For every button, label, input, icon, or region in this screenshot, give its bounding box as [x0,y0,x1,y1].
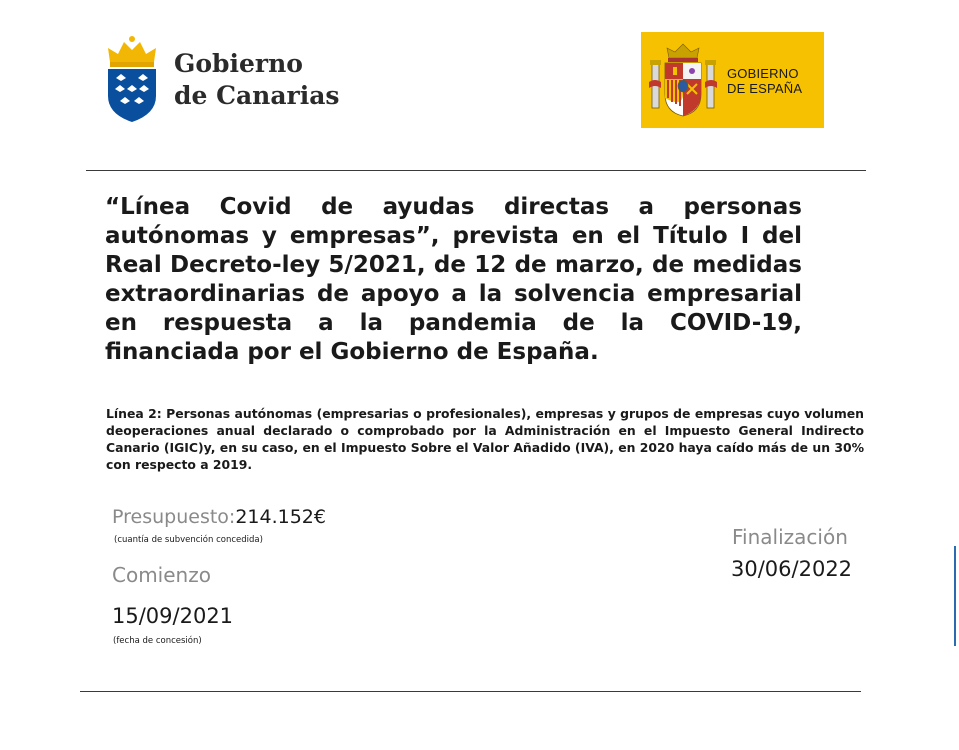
linea-description: Línea 2: Personas autónomas (empresarias o profesionales), empresas y grupos de empresas cuyo volumen deoperaciones anual declarado o comprobado por la Administración en el Impuesto General Indirecto Canario (IGIC)y, en su caso, en el Impuesto Sobre el Valor Añadido (IVA), en 2020 haya caído más de un 30% con respecto a 2019. [106,406,864,472]
start-label: Comienzo [112,563,211,587]
end-label: Finalización [732,525,848,549]
document-title: “Línea Covid de ayudas directas a personas autónomas y empresas”, prevista en el Título I del Real Decreto-ley 5/2021, de 12 de marzo, de medidas extraordinarias de apoyo a la solvencia empresarial en respuesta a la pandemia de la COVID-19, financiada por el Gobierno de España. [105,194,802,365]
espana-logo-line2: DE ESPAÑA [727,81,803,96]
budget-note: (cuantía de subvención concedida) [114,535,263,545]
budget-line [112,506,326,528]
edge-marker [954,546,956,646]
budget-value: 214.152€ [235,506,326,528]
gobierno-de-espana-logo [641,32,824,128]
gobierno-de-canarias-logo [104,34,344,126]
start-note: (fecha de concesión) [113,636,202,646]
end-date: 30/06/2022 [731,557,853,581]
canarias-logo-line1: Gobierno [174,49,303,78]
canarias-logo-line2: de Canarias [174,81,340,110]
canarias-logo-text [174,48,340,112]
espana-logo-line1: GOBIERNO [727,66,799,81]
espana-logo-text [727,66,802,96]
canarias-crest-icon [104,34,160,124]
spain-coat-of-arms-icon [649,42,717,120]
top-divider [86,170,866,171]
start-date: 15/09/2021 [112,604,234,628]
budget-label: Presupuesto: [112,506,236,528]
bottom-divider [80,691,861,692]
